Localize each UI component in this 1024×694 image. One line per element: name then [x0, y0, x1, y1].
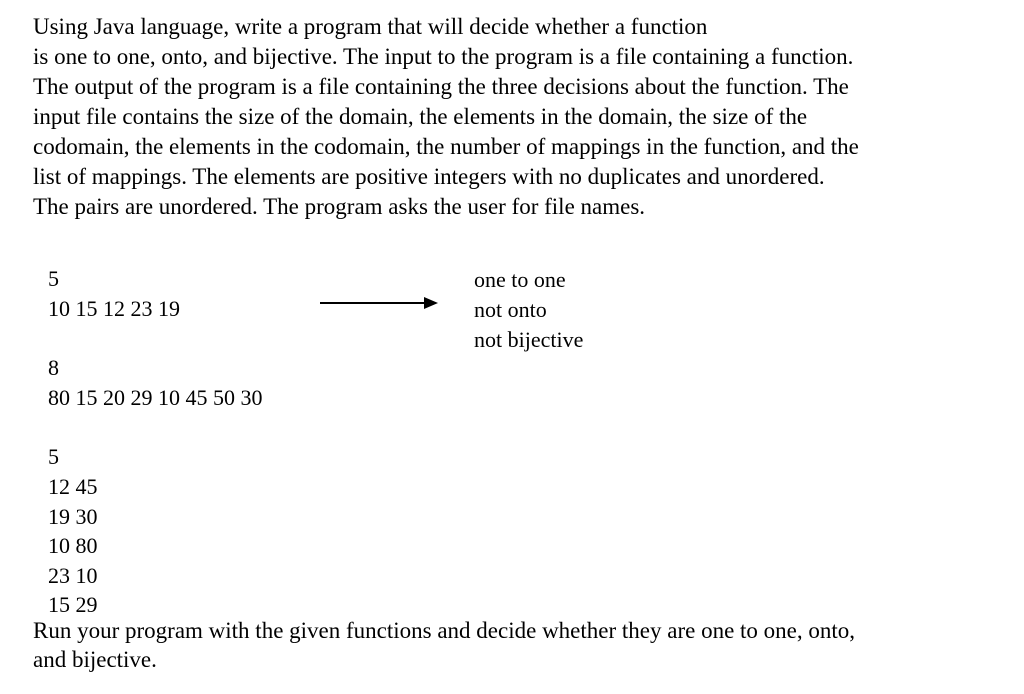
- right-arrow-icon: [320, 293, 440, 313]
- problem-line: Using Java language, write a program that will decide whether a function: [33, 14, 708, 39]
- output-line: one to one: [474, 267, 566, 292]
- mapping-pair: 12 45: [48, 474, 98, 499]
- domain-size: 5: [48, 266, 59, 291]
- problem-line: The output of the program is a file containing the three decisions about the function. The: [33, 74, 849, 99]
- mapping-pair: 19 30: [48, 504, 98, 529]
- problem-line: input file contains the size of the domain, the elements in the domain, the size of the: [33, 104, 808, 129]
- output-line: not bijective: [474, 327, 584, 352]
- problem-line: is one to one, onto, and bijective. The input to the program is a file containing a function.: [33, 44, 854, 69]
- closing-line: and bijective.: [33, 647, 157, 672]
- mapping-pair: 15 29: [48, 592, 98, 617]
- codomain-size: 8: [48, 355, 59, 380]
- problem-line: list of mappings. The elements are positive integers with no duplicates and unordered.: [33, 164, 825, 189]
- mapping-pair: 23 10: [48, 563, 98, 588]
- domain-elements: 10 15 12 23 19: [48, 296, 180, 321]
- output-line: not onto: [474, 297, 547, 322]
- mapping-pair: 10 80: [48, 533, 98, 558]
- problem-line: The pairs are unordered. The program asks the user for file names.: [33, 194, 646, 219]
- closing-line: Run your program with the given functions and decide whether they are one to one, onto,: [33, 618, 856, 643]
- codomain-elements: 80 15 20 29 10 45 50 30: [48, 385, 263, 410]
- mapping-count: 5: [48, 444, 59, 469]
- problem-line: codomain, the elements in the codomain, the number of mappings in the function, and the: [33, 134, 859, 159]
